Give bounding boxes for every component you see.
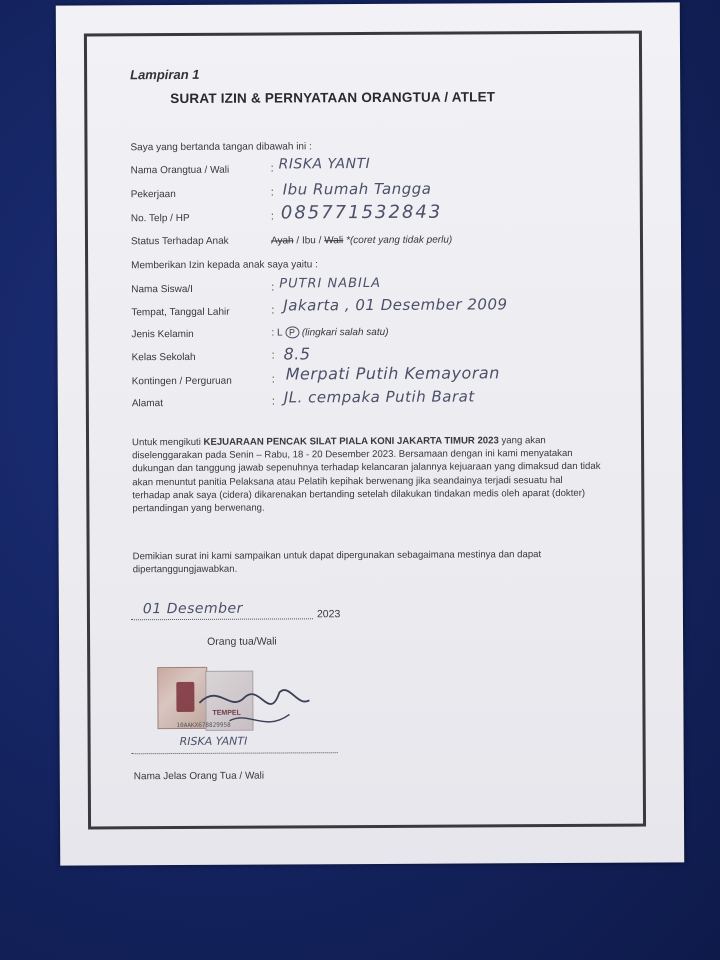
field-label-gender: Jenis Kelamin: [131, 328, 194, 341]
form-paper: [56, 2, 684, 865]
signer-name-handwritten: RISKA YANTI: [179, 734, 248, 749]
date-handwritten: 01 Desember: [142, 600, 243, 618]
colon: :: [271, 304, 275, 317]
signer-name-label: Nama Jelas Orang Tua / Wali: [133, 770, 265, 783]
field-label-student-name: Nama Siswa/I: [131, 283, 193, 296]
field-label-status: Status Terhadap Anak: [130, 235, 229, 248]
field-label-contingent: Kontingen / Perguruan: [131, 375, 232, 388]
closing-paragraph: Demikian surat ini kami sampaikan untuk dapat dipergunakan sebagaimana mestinya dan dapat dipertanggungjawabkan.: [132, 549, 542, 576]
class-value: 8.5: [283, 344, 311, 364]
colon: :: [271, 349, 275, 362]
field-label-occupation: Pekerjaan: [130, 189, 176, 201]
colon: :: [271, 281, 275, 294]
event-name: KEJUARAAN PENCAK SILAT PIALA KONI JAKARTA TIMUR 2023: [203, 435, 499, 448]
status-note: *(coret yang tidak perlu): [346, 234, 453, 247]
field-label-address: Alamat: [131, 398, 163, 410]
colon: :: [270, 186, 274, 199]
colon: :: [270, 162, 274, 175]
phone-value: 085771532843: [280, 201, 443, 224]
status-options: [271, 235, 452, 247]
stamp-code: 10AAKX678829958: [176, 721, 231, 730]
contingent-value: Merpati Putih Kemayoran: [285, 363, 500, 384]
form-title: SURAT IZIN & PERNYATAAN ORANGTUA / ATLET: [170, 89, 496, 107]
student-name-value: PUTRI NABILA: [279, 275, 382, 292]
lampiran-label: Lampiran 1: [130, 66, 200, 83]
colon: :: [270, 210, 274, 223]
para1-start: Untuk mengikuti: [132, 436, 201, 449]
section2-intro: Memberikan Izin kepada anak saya yaitu :: [131, 259, 318, 272]
status-wali: Wali: [324, 235, 344, 247]
parent-name-value: RISKA YANTI: [278, 155, 371, 173]
gender-p-circled: P: [285, 326, 299, 338]
colon: :: [271, 395, 275, 408]
field-label-phone: No. Telp / HP: [130, 212, 190, 225]
status-ayah: Ayah: [270, 235, 294, 247]
field-label-parent-name: Nama Orangtua / Wali: [130, 164, 230, 177]
gender-l: L: [277, 327, 283, 339]
status-ibu: / Ibu /: [296, 235, 322, 247]
date-year: 2023: [316, 608, 341, 621]
occupation-value: Ibu Rumah Tangga: [282, 179, 432, 199]
colon: :: [271, 373, 275, 386]
birth-value: Jakarta , 01 Desember 2009: [283, 295, 508, 315]
gender-note: (lingkari salah satu): [301, 326, 389, 339]
field-label-birth: Tempat, Tanggal Lahir: [131, 306, 230, 319]
signer-role: Orang tua/Wali: [207, 635, 277, 648]
stamp-label: TEMPEL: [212, 709, 241, 717]
para1-rest: yang akan diselenggarakan pada Senin – Rabu, 18 - 20 Desember 2023. Bersamaan dengan ini kami menyatakan dukungan dan tanggung jawab sepenuhnya terhadap kelancaran jalannya kejuaraan yang dimaksud dan tidak akan menuntut panitia Pelaksana atau Pelatih kepihak berwenang jika seandainya terjadi sesuatu hal terhadap anak saya (cidera) dikarenakan bertanding setelah dilakukan tindakan medis oleh aparat (dokter) pertandingan yang berwenang.: [132, 435, 601, 515]
gender-options: : L P (lingkari salah satu): [271, 326, 389, 339]
statement-paragraph: [132, 434, 602, 516]
signature-scribble: [169, 672, 319, 743]
section1-intro: Saya yang bertanda tangan dibawah ini :: [130, 141, 312, 154]
address-value: JL. cempaka Putih Barat: [283, 387, 475, 407]
field-label-class: Kelas Sekolah: [131, 351, 196, 364]
